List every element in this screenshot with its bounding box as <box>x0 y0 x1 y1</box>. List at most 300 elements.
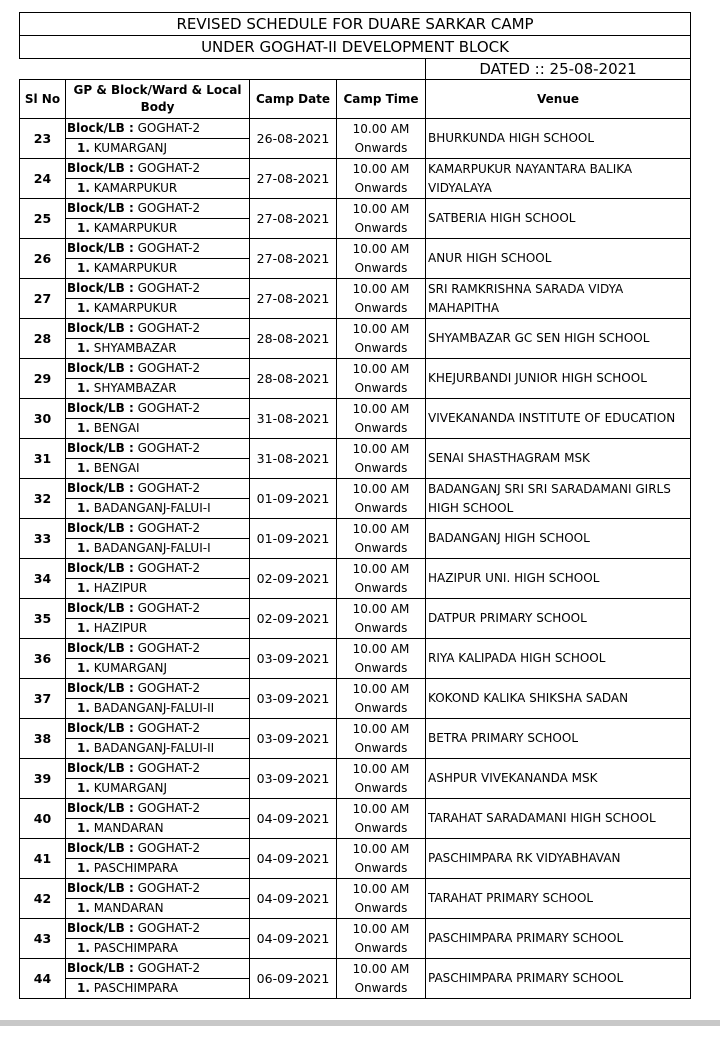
camp-time <box>337 159 426 199</box>
venue: ANUR HIGH SCHOOL <box>426 239 691 279</box>
camp-time-line2: Onwards <box>354 220 408 235</box>
gp-name: BADANGANJ-FALUI-I <box>93 501 211 515</box>
table-row <box>20 279 691 319</box>
table-row <box>20 239 691 279</box>
gp-name: BADANGANJ-FALUI-II <box>93 741 215 755</box>
gp-line <box>66 579 249 598</box>
sl-no: 24 <box>20 159 66 199</box>
gp-name: BENGAI <box>93 461 140 475</box>
camp-time <box>337 719 426 759</box>
camp-time-line2: Onwards <box>354 900 408 915</box>
gp-name: KAMARPUKUR <box>93 301 178 315</box>
camp-time-line2: Onwards <box>354 780 408 795</box>
camp-time-line1: 10.00 AM <box>352 841 410 856</box>
gp-name: HAZIPUR <box>93 581 148 595</box>
venue: KAMARPUKUR NAYANTARA BALIKA VIDYALAYA <box>426 159 691 199</box>
gp-name: PASCHIMPARA <box>93 861 179 875</box>
gp-name: BADANGANJ-FALUI-I <box>93 541 211 555</box>
camp-time-line1: 10.00 AM <box>352 721 410 736</box>
gp-number: 1. <box>77 341 90 355</box>
gp-cell <box>66 959 250 999</box>
camp-date: 04-09-2021 <box>250 879 337 919</box>
block-name: GOGHAT-2 <box>137 161 201 175</box>
camp-time-line1: 10.00 AM <box>352 281 410 296</box>
block-name: GOGHAT-2 <box>137 961 201 975</box>
gp-line <box>66 979 249 998</box>
gp-line <box>66 459 249 478</box>
block-label: Block/LB : <box>67 801 134 815</box>
block-label: Block/LB : <box>67 321 134 335</box>
gp-number: 1. <box>77 141 90 155</box>
gp-cell <box>66 279 250 319</box>
gp-number: 1. <box>77 421 90 435</box>
table-row <box>20 759 691 799</box>
gp-cell <box>66 919 250 959</box>
camp-time-line1: 10.00 AM <box>352 361 410 376</box>
sl-no: 43 <box>20 919 66 959</box>
camp-time <box>337 799 426 839</box>
camp-time-line1: 10.00 AM <box>352 201 410 216</box>
sl-no: 42 <box>20 879 66 919</box>
camp-time-line2: Onwards <box>354 940 408 955</box>
block-name: GOGHAT-2 <box>137 401 201 415</box>
gp-name: KAMARPUKUR <box>93 181 178 195</box>
block-name: GOGHAT-2 <box>137 121 201 135</box>
camp-time-line1: 10.00 AM <box>352 401 410 416</box>
block-label: Block/LB : <box>67 161 134 175</box>
camp-time-line1: 10.00 AM <box>352 961 410 976</box>
venue: VIVEKANANDA INSTITUTE OF EDUCATION <box>426 399 691 439</box>
gp-number: 1. <box>77 781 90 795</box>
camp-time-line2: Onwards <box>354 500 408 515</box>
block-line <box>66 679 249 699</box>
camp-date: 02-09-2021 <box>250 599 337 639</box>
gp-cell <box>66 359 250 399</box>
camp-time <box>337 319 426 359</box>
block-label: Block/LB : <box>67 641 134 655</box>
gp-number: 1. <box>77 621 90 635</box>
camp-date: 06-09-2021 <box>250 959 337 999</box>
camp-time-line2: Onwards <box>354 300 408 315</box>
block-label: Block/LB : <box>67 361 134 375</box>
camp-time-line1: 10.00 AM <box>352 521 410 536</box>
gp-number: 1. <box>77 461 90 475</box>
block-line <box>66 119 249 139</box>
camp-time <box>337 439 426 479</box>
gp-number: 1. <box>77 221 90 235</box>
camp-time-line1: 10.00 AM <box>352 241 410 256</box>
block-line <box>66 159 249 179</box>
gp-number: 1. <box>77 701 90 715</box>
gp-name: PASCHIMPARA <box>93 941 179 955</box>
block-line <box>66 479 249 499</box>
block-name: GOGHAT-2 <box>137 241 201 255</box>
gp-line <box>66 739 249 758</box>
camp-date: 28-08-2021 <box>250 319 337 359</box>
block-line <box>66 919 249 939</box>
block-name: GOGHAT-2 <box>137 521 201 535</box>
sl-no: 40 <box>20 799 66 839</box>
block-label: Block/LB : <box>67 601 134 615</box>
table-row <box>20 199 691 239</box>
camp-time-line1: 10.00 AM <box>352 441 410 456</box>
gp-cell <box>66 639 250 679</box>
venue: RIYA KALIPADA HIGH SCHOOL <box>426 639 691 679</box>
camp-date: 03-09-2021 <box>250 719 337 759</box>
gp-name: KAMARPUKUR <box>93 261 178 275</box>
venue: PASCHIMPARA PRIMARY SCHOOL <box>426 959 691 999</box>
camp-date: 28-08-2021 <box>250 359 337 399</box>
gp-number: 1. <box>77 901 90 915</box>
schedule-table <box>19 12 691 999</box>
gp-name: BADANGANJ-FALUI-II <box>93 701 215 715</box>
gp-number: 1. <box>77 541 90 555</box>
camp-time <box>337 199 426 239</box>
sl-no: 39 <box>20 759 66 799</box>
gp-name: PASCHIMPARA <box>93 981 179 995</box>
block-line <box>66 399 249 419</box>
sl-no: 23 <box>20 119 66 159</box>
dated-label: DATED :: 25-08-2021 <box>426 59 691 80</box>
camp-date: 03-09-2021 <box>250 759 337 799</box>
venue: KHEJURBANDI JUNIOR HIGH SCHOOL <box>426 359 691 399</box>
venue: PASCHIMPARA PRIMARY SCHOOL <box>426 919 691 959</box>
camp-time-line1: 10.00 AM <box>352 601 410 616</box>
block-label: Block/LB : <box>67 281 134 295</box>
table-row <box>20 159 691 199</box>
venue: HAZIPUR UNI. HIGH SCHOOL <box>426 559 691 599</box>
block-name: GOGHAT-2 <box>137 321 201 335</box>
gp-name: HAZIPUR <box>93 621 148 635</box>
table-row <box>20 559 691 599</box>
gp-name: KUMARGANJ <box>93 141 168 155</box>
sl-no: 35 <box>20 599 66 639</box>
camp-time-line1: 10.00 AM <box>352 881 410 896</box>
gp-number: 1. <box>77 261 90 275</box>
venue: TARAHAT PRIMARY SCHOOL <box>426 879 691 919</box>
block-label: Block/LB : <box>67 121 134 135</box>
sl-no: 33 <box>20 519 66 559</box>
block-line <box>66 719 249 739</box>
block-line <box>66 199 249 219</box>
venue: PASCHIMPARA RK VIDYABHAVAN <box>426 839 691 879</box>
block-label: Block/LB : <box>67 761 134 775</box>
venue: ASHPUR VIVEKANANDA MSK <box>426 759 691 799</box>
camp-time-line1: 10.00 AM <box>352 481 410 496</box>
sl-no: 30 <box>20 399 66 439</box>
block-line <box>66 839 249 859</box>
table-row <box>20 679 691 719</box>
gp-name: KUMARGANJ <box>93 661 168 675</box>
header-date: Camp Date <box>250 80 337 119</box>
sl-no: 32 <box>20 479 66 519</box>
gp-line <box>66 819 249 838</box>
sl-no: 29 <box>20 359 66 399</box>
gp-cell <box>66 199 250 239</box>
venue: SHYAMBAZAR GC SEN HIGH SCHOOL <box>426 319 691 359</box>
gp-number: 1. <box>77 661 90 675</box>
venue: SATBERIA HIGH SCHOOL <box>426 199 691 239</box>
gp-cell <box>66 159 250 199</box>
camp-date: 02-09-2021 <box>250 559 337 599</box>
camp-time <box>337 279 426 319</box>
header-time: Camp Time <box>337 80 426 119</box>
block-name: GOGHAT-2 <box>137 761 201 775</box>
gp-line <box>66 259 249 278</box>
header-gp: GP & Block/Ward & Local Body <box>66 80 250 119</box>
gp-name: MANDARAN <box>93 821 164 835</box>
block-name: GOGHAT-2 <box>137 681 201 695</box>
header-venue: Venue <box>426 80 691 119</box>
gp-name: MANDARAN <box>93 901 164 915</box>
block-label: Block/LB : <box>67 561 134 575</box>
camp-date: 27-08-2021 <box>250 199 337 239</box>
gp-cell <box>66 319 250 359</box>
camp-time <box>337 679 426 719</box>
sl-no: 41 <box>20 839 66 879</box>
table-row <box>20 479 691 519</box>
block-label: Block/LB : <box>67 841 134 855</box>
venue: KOKOND KALIKA SHIKSHA SADAN <box>426 679 691 719</box>
gp-name: KAMARPUKUR <box>93 221 178 235</box>
table-row <box>20 599 691 639</box>
gp-number: 1. <box>77 821 90 835</box>
camp-date: 03-09-2021 <box>250 639 337 679</box>
camp-time-line1: 10.00 AM <box>352 801 410 816</box>
gp-number: 1. <box>77 741 90 755</box>
camp-time-line2: Onwards <box>354 260 408 275</box>
camp-time <box>337 479 426 519</box>
gp-line <box>66 379 249 398</box>
venue: BADANGANJ SRI SRI SARADAMANI GIRLS HIGH SCHOOL <box>426 479 691 519</box>
block-line <box>66 759 249 779</box>
camp-time <box>337 919 426 959</box>
camp-time-line2: Onwards <box>354 820 408 835</box>
gp-number: 1. <box>77 581 90 595</box>
camp-time <box>337 519 426 559</box>
gp-name: BENGAI <box>93 421 140 435</box>
venue: TARAHAT SARADAMANI HIGH SCHOOL <box>426 799 691 839</box>
gp-cell <box>66 559 250 599</box>
camp-time-line2: Onwards <box>354 140 408 155</box>
table-row <box>20 879 691 919</box>
block-name: GOGHAT-2 <box>137 281 201 295</box>
gp-line <box>66 219 249 238</box>
gp-number: 1. <box>77 941 90 955</box>
sl-no: 25 <box>20 199 66 239</box>
gp-number: 1. <box>77 861 90 875</box>
block-label: Block/LB : <box>67 241 134 255</box>
block-line <box>66 519 249 539</box>
camp-time-line2: Onwards <box>354 460 408 475</box>
sl-no: 44 <box>20 959 66 999</box>
block-label: Block/LB : <box>67 921 134 935</box>
camp-time-line2: Onwards <box>354 380 408 395</box>
block-label: Block/LB : <box>67 881 134 895</box>
table-row <box>20 519 691 559</box>
block-label: Block/LB : <box>67 481 134 495</box>
camp-time-line1: 10.00 AM <box>352 121 410 136</box>
camp-time-line2: Onwards <box>354 740 408 755</box>
gp-name: KUMARGANJ <box>93 781 168 795</box>
block-name: GOGHAT-2 <box>137 201 201 215</box>
sl-no: 36 <box>20 639 66 679</box>
gp-line <box>66 779 249 798</box>
camp-time-line2: Onwards <box>354 860 408 875</box>
gp-cell <box>66 879 250 919</box>
camp-time-line1: 10.00 AM <box>352 161 410 176</box>
block-name: GOGHAT-2 <box>137 841 201 855</box>
block-name: GOGHAT-2 <box>137 721 201 735</box>
camp-date: 04-09-2021 <box>250 919 337 959</box>
camp-date: 27-08-2021 <box>250 279 337 319</box>
gp-line <box>66 179 249 198</box>
camp-time <box>337 119 426 159</box>
camp-time <box>337 639 426 679</box>
gp-line <box>66 139 249 158</box>
camp-time <box>337 879 426 919</box>
camp-time-line1: 10.00 AM <box>352 921 410 936</box>
block-line <box>66 799 249 819</box>
gp-line <box>66 899 249 918</box>
gp-line <box>66 619 249 638</box>
gp-cell <box>66 399 250 439</box>
gp-cell <box>66 239 250 279</box>
block-line <box>66 439 249 459</box>
camp-time <box>337 839 426 879</box>
gp-line <box>66 699 249 718</box>
block-line <box>66 559 249 579</box>
gp-line <box>66 339 249 358</box>
camp-time-line2: Onwards <box>354 620 408 635</box>
table-row <box>20 719 691 759</box>
camp-time <box>337 759 426 799</box>
camp-time-line2: Onwards <box>354 340 408 355</box>
camp-time <box>337 359 426 399</box>
table-row <box>20 439 691 479</box>
camp-date: 04-09-2021 <box>250 799 337 839</box>
sl-no: 27 <box>20 279 66 319</box>
gp-cell <box>66 799 250 839</box>
gp-line <box>66 419 249 438</box>
sl-no: 38 <box>20 719 66 759</box>
camp-date: 03-09-2021 <box>250 679 337 719</box>
camp-time-line1: 10.00 AM <box>352 321 410 336</box>
block-line <box>66 319 249 339</box>
sl-no: 34 <box>20 559 66 599</box>
sl-no: 31 <box>20 439 66 479</box>
gp-cell <box>66 519 250 559</box>
block-name: GOGHAT-2 <box>137 601 201 615</box>
venue: BADANGANJ HIGH SCHOOL <box>426 519 691 559</box>
block-line <box>66 879 249 899</box>
gp-number: 1. <box>77 181 90 195</box>
header-sl: Sl No <box>20 80 66 119</box>
block-name: GOGHAT-2 <box>137 561 201 575</box>
block-name: GOGHAT-2 <box>137 361 201 375</box>
block-name: GOGHAT-2 <box>137 641 201 655</box>
gp-line <box>66 659 249 678</box>
camp-date: 31-08-2021 <box>250 399 337 439</box>
camp-time <box>337 959 426 999</box>
table-row <box>20 639 691 679</box>
camp-date: 04-09-2021 <box>250 839 337 879</box>
camp-time-line1: 10.00 AM <box>352 641 410 656</box>
sl-no: 37 <box>20 679 66 719</box>
gp-cell <box>66 719 250 759</box>
page-title: REVISED SCHEDULE FOR DUARE SARKAR CAMP <box>20 13 691 36</box>
table-row <box>20 799 691 839</box>
block-line <box>66 599 249 619</box>
table-row <box>20 359 691 399</box>
gp-number: 1. <box>77 981 90 995</box>
block-line <box>66 959 249 979</box>
block-name: GOGHAT-2 <box>137 801 201 815</box>
table-row <box>20 119 691 159</box>
gp-number: 1. <box>77 301 90 315</box>
camp-time <box>337 399 426 439</box>
gp-name: SHYAMBAZAR <box>93 341 177 355</box>
table-row <box>20 319 691 359</box>
gp-cell <box>66 119 250 159</box>
gp-cell <box>66 679 250 719</box>
bottom-bar <box>0 1020 720 1026</box>
block-name: GOGHAT-2 <box>137 921 201 935</box>
gp-number: 1. <box>77 381 90 395</box>
venue: DATPUR PRIMARY SCHOOL <box>426 599 691 639</box>
table-row <box>20 919 691 959</box>
table-row <box>20 959 691 999</box>
gp-line <box>66 859 249 878</box>
camp-date: 27-08-2021 <box>250 239 337 279</box>
blank-cell <box>20 59 426 80</box>
camp-date: 01-09-2021 <box>250 479 337 519</box>
gp-cell <box>66 439 250 479</box>
table-row <box>20 399 691 439</box>
camp-time-line1: 10.00 AM <box>352 561 410 576</box>
gp-cell <box>66 759 250 799</box>
camp-time-line1: 10.00 AM <box>352 681 410 696</box>
block-line <box>66 239 249 259</box>
camp-time-line2: Onwards <box>354 180 408 195</box>
table-row <box>20 839 691 879</box>
camp-time-line2: Onwards <box>354 540 408 555</box>
gp-cell <box>66 839 250 879</box>
venue: SENAI SHASTHAGRAM MSK <box>426 439 691 479</box>
camp-time-line2: Onwards <box>354 420 408 435</box>
venue: BHURKUNDA HIGH SCHOOL <box>426 119 691 159</box>
camp-time <box>337 599 426 639</box>
page-subtitle: UNDER GOGHAT-II DEVELOPMENT BLOCK <box>20 36 691 59</box>
gp-name: SHYAMBAZAR <box>93 381 177 395</box>
block-label: Block/LB : <box>67 201 134 215</box>
camp-date: 26-08-2021 <box>250 119 337 159</box>
camp-time-line2: Onwards <box>354 980 408 995</box>
block-label: Block/LB : <box>67 681 134 695</box>
gp-cell <box>66 599 250 639</box>
camp-time-line1: 10.00 AM <box>352 761 410 776</box>
camp-time <box>337 559 426 599</box>
venue: SRI RAMKRISHNA SARADA VIDYA MAHAPITHA <box>426 279 691 319</box>
camp-time-line2: Onwards <box>354 580 408 595</box>
block-label: Block/LB : <box>67 521 134 535</box>
block-line <box>66 359 249 379</box>
camp-time-line2: Onwards <box>354 700 408 715</box>
sl-no: 26 <box>20 239 66 279</box>
venue: BETRA PRIMARY SCHOOL <box>426 719 691 759</box>
block-label: Block/LB : <box>67 961 134 975</box>
gp-line <box>66 939 249 958</box>
